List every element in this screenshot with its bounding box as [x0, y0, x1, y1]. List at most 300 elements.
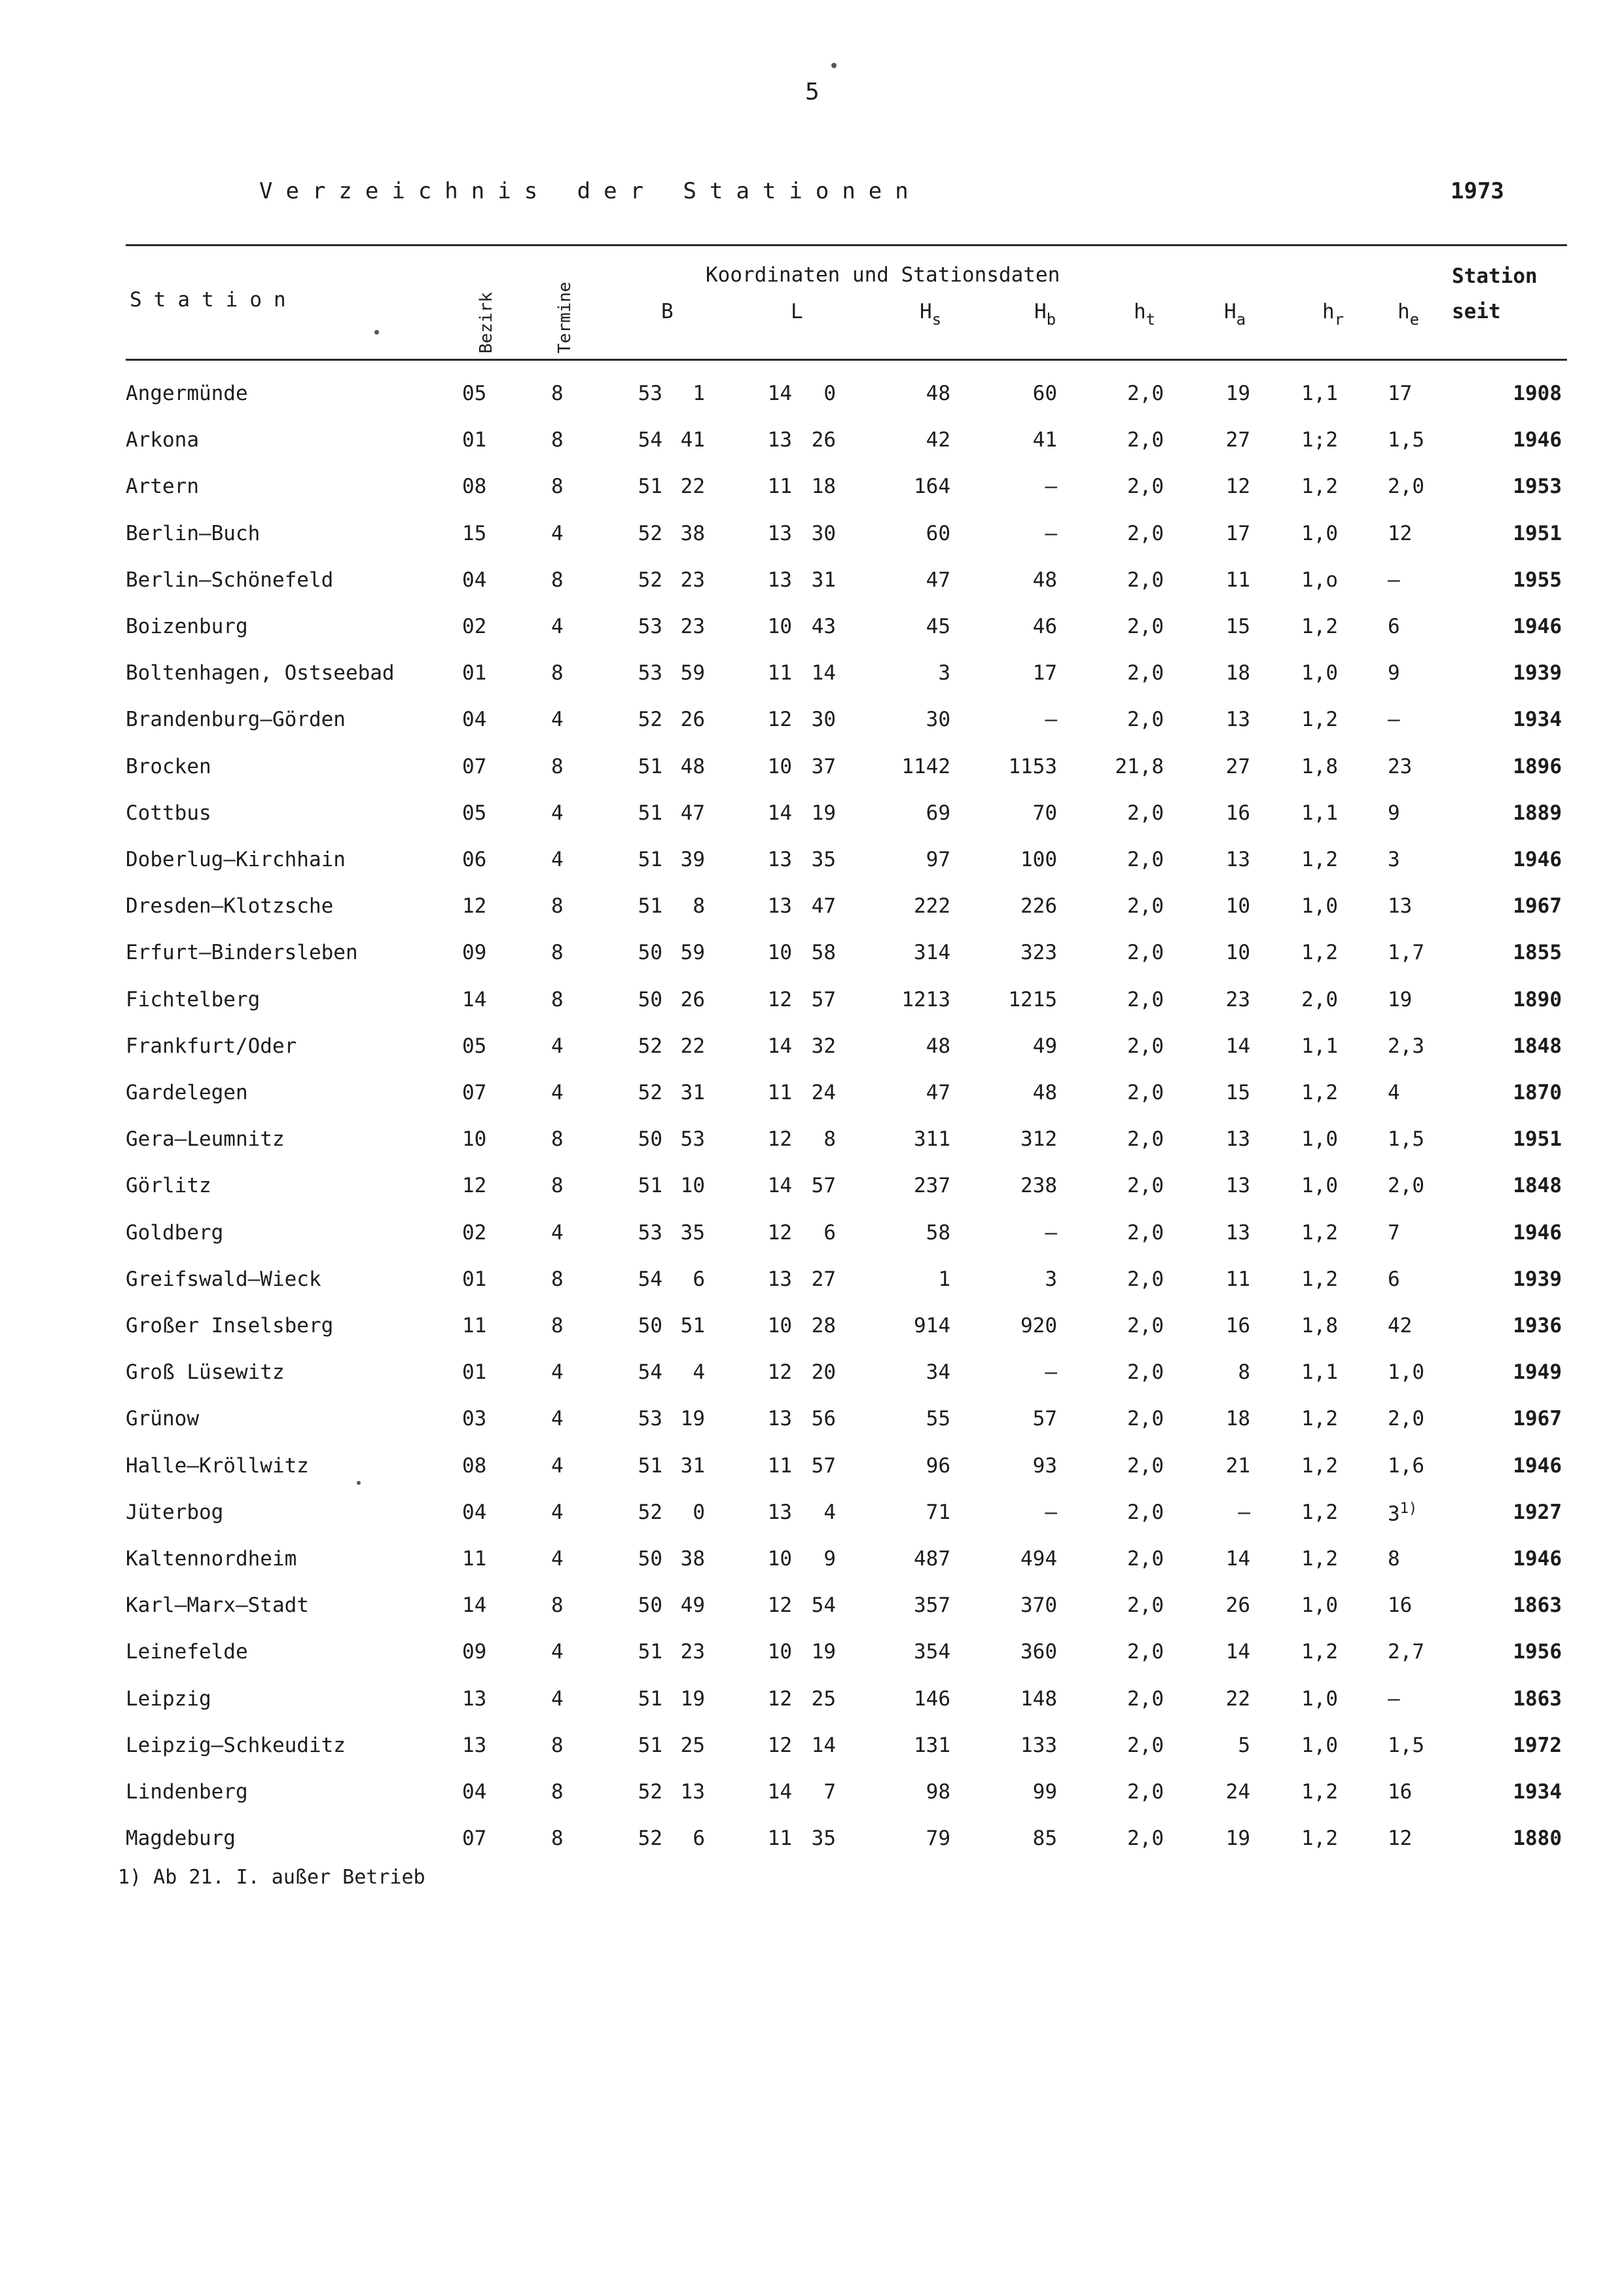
cell-station: Boltenhagen, Ostseebad	[126, 661, 395, 685]
cell-b-min: 6	[693, 1267, 705, 1291]
cell-b-min: 23	[680, 568, 705, 592]
cell-hb: 3	[1045, 1267, 1057, 1291]
cell-station: Lindenberg	[126, 1780, 248, 1804]
cell-hs: 30	[926, 708, 950, 731]
cell-hb: –	[1045, 1221, 1057, 1245]
cell-hb: 17	[1032, 661, 1057, 685]
cell-hb: –	[1045, 522, 1057, 545]
cell-hs: 164	[914, 475, 950, 498]
cell-l-min: 6	[823, 1221, 836, 1245]
cell-l-deg: 12	[767, 1221, 792, 1245]
cell-bezirk: 05	[462, 1034, 487, 1058]
cell-hr: 2,0	[1301, 988, 1338, 1011]
cell-l-deg: 13	[767, 1267, 792, 1291]
cell-hs: 47	[926, 568, 950, 592]
cell-hs: 45	[926, 615, 950, 638]
cell-l-deg: 13	[767, 522, 792, 545]
cell-seit: 1953	[1513, 475, 1562, 498]
cell-l-deg: 12	[767, 1127, 792, 1151]
cell-hr: 1,2	[1301, 1081, 1338, 1104]
cell-he: –	[1388, 568, 1400, 592]
cell-b-deg: 51	[638, 1640, 662, 1664]
cell-b-deg: 51	[638, 1174, 662, 1197]
cell-seit: 1890	[1513, 988, 1562, 1011]
cell-l-min: 43	[811, 615, 836, 638]
cell-seit: 1848	[1513, 1034, 1562, 1058]
cell-ht: 2,0	[1127, 988, 1164, 1011]
cell-station: Karl–Marx–Stadt	[126, 1594, 309, 1617]
cell-hs: 3	[938, 661, 950, 685]
cell-ha: 5	[1238, 1734, 1250, 1757]
cell-station: Brandenburg–Görden	[126, 708, 346, 731]
cell-l-min: 54	[811, 1594, 836, 1617]
cell-hs: 311	[914, 1127, 950, 1151]
cell-termine: 4	[551, 615, 564, 638]
cell-l-min: 27	[811, 1267, 836, 1291]
cell-he: 9	[1388, 661, 1400, 685]
cell-l-deg: 12	[767, 1734, 792, 1757]
cell-ha: 27	[1225, 428, 1250, 452]
cell-ha: 8	[1238, 1360, 1250, 1384]
cell-bezirk: 11	[462, 1547, 487, 1571]
cell-he: 4	[1388, 1081, 1400, 1104]
cell-hb: 57	[1032, 1407, 1057, 1430]
speck	[357, 1481, 361, 1485]
cell-seit: 1936	[1513, 1314, 1562, 1338]
cell-station: Leipzig–Schkeuditz	[126, 1734, 346, 1757]
cell-seit: 1946	[1513, 428, 1562, 452]
cell-ha: 14	[1225, 1547, 1250, 1571]
cell-hs: 914	[914, 1314, 950, 1338]
cell-b-deg: 53	[638, 382, 662, 405]
cell-bezirk: 04	[462, 1501, 487, 1524]
cell-l-min: 57	[811, 988, 836, 1011]
footnote-marker: 1)	[1399, 1501, 1418, 1517]
cell-l-min: 35	[811, 1827, 836, 1850]
cell-hs: 69	[926, 801, 950, 825]
cell-hb: 60	[1032, 382, 1057, 405]
cell-b-deg: 52	[638, 1827, 662, 1850]
cell-b-deg: 51	[638, 1687, 662, 1711]
cell-b-min: 35	[680, 1221, 705, 1245]
cell-termine: 4	[551, 801, 564, 825]
cell-ht: 2,0	[1127, 1734, 1164, 1757]
cell-b-min: 4	[693, 1360, 705, 1384]
cell-station: Artern	[126, 475, 199, 498]
cell-he: 1,7	[1388, 941, 1424, 964]
cell-station: Fichtelberg	[126, 988, 261, 1011]
cell-hr: 1,2	[1301, 1640, 1338, 1664]
cell-l-min: 57	[811, 1454, 836, 1478]
cell-seit: 1880	[1513, 1827, 1562, 1850]
cell-hr: 1,2	[1301, 1221, 1338, 1245]
cell-termine: 4	[551, 708, 564, 731]
cell-hr: 1,1	[1301, 382, 1338, 405]
cell-l-min: 47	[811, 894, 836, 918]
col-header-ht: $h_t$	[1134, 300, 1156, 329]
cell-l-min: 28	[811, 1314, 836, 1338]
cell-termine: 4	[551, 1081, 564, 1104]
cell-hr: 1,0	[1301, 522, 1338, 545]
cell-hr: 1,2	[1301, 708, 1338, 731]
cell-termine: 8	[551, 475, 564, 498]
cell-station: Görlitz	[126, 1174, 211, 1197]
cell-ha: 15	[1225, 615, 1250, 638]
cell-l-min: 14	[811, 661, 836, 685]
cell-b-deg: 53	[638, 661, 662, 685]
cell-b-deg: 50	[638, 1594, 662, 1617]
col-header-station: Station	[130, 288, 298, 312]
cell-seit: 1949	[1513, 1360, 1562, 1384]
cell-b-min: 47	[680, 801, 705, 825]
cell-hb: –	[1045, 1501, 1057, 1524]
cell-seit: 1951	[1513, 1127, 1562, 1151]
cell-seit: 1908	[1513, 382, 1562, 405]
cell-termine: 8	[551, 428, 564, 452]
cell-b-deg: 53	[638, 1407, 662, 1430]
cell-ht: 2,0	[1127, 1687, 1164, 1711]
cell-station: Frankfurt/Oder	[126, 1034, 297, 1058]
cell-seit: 1863	[1513, 1687, 1562, 1711]
cell-hr: 1,0	[1301, 1594, 1338, 1617]
cell-bezirk: 04	[462, 708, 487, 731]
cell-he: –	[1388, 708, 1400, 731]
cell-b-min: 51	[680, 1314, 705, 1338]
cell-he: 7	[1388, 1221, 1400, 1245]
cell-l-min: 26	[811, 428, 836, 452]
cell-hr: 1,1	[1301, 1360, 1338, 1384]
cell-termine: 8	[551, 894, 564, 918]
cell-station: Leipzig	[126, 1687, 211, 1711]
cell-seit: 1956	[1513, 1640, 1562, 1664]
cell-ht: 2,0	[1127, 1267, 1164, 1291]
cell-station: Groß Lüsewitz	[126, 1360, 285, 1384]
cell-hb: 323	[1020, 941, 1057, 964]
cell-bezirk: 06	[462, 848, 487, 871]
cell-seit: 1955	[1513, 568, 1562, 592]
cell-station: Erfurt–Bindersleben	[126, 941, 358, 964]
cell-seit: 1967	[1513, 1407, 1562, 1430]
cell-b-min: 31	[680, 1081, 705, 1104]
cell-l-min: 8	[823, 1127, 836, 1151]
cell-ha: 11	[1225, 1267, 1250, 1291]
cell-hs: 60	[926, 522, 950, 545]
cell-ht: 2,0	[1127, 615, 1164, 638]
cell-ha: 19	[1225, 382, 1250, 405]
cell-station: Halle–Kröllwitz	[126, 1454, 309, 1478]
cell-he: 1,5	[1388, 1127, 1424, 1151]
cell-seit: 1927	[1513, 1501, 1562, 1524]
cell-b-deg: 51	[638, 848, 662, 871]
cell-l-min: 18	[811, 475, 836, 498]
cell-station: Grünow	[126, 1407, 199, 1430]
cell-termine: 4	[551, 1547, 564, 1571]
cell-b-deg: 52	[638, 1780, 662, 1804]
cell-b-deg: 54	[638, 1360, 662, 1384]
cell-hr: 1,0	[1301, 894, 1338, 918]
cell-hr: 1,0	[1301, 1687, 1338, 1711]
cell-hs: 97	[926, 848, 950, 871]
cell-ht: 2,0	[1127, 894, 1164, 918]
cell-hr: 1,0	[1301, 1174, 1338, 1197]
cell-b-min: 0	[693, 1501, 705, 1524]
cell-hr: 1,o	[1301, 568, 1338, 592]
cell-hs: 354	[914, 1640, 950, 1664]
cell-termine: 4	[551, 1687, 564, 1711]
cell-b-deg: 52	[638, 522, 662, 545]
cell-bezirk: 05	[462, 382, 487, 405]
cell-bezirk: 03	[462, 1407, 487, 1430]
cell-ha: 23	[1225, 988, 1250, 1011]
cell-l-deg: 10	[767, 615, 792, 638]
cell-hs: 48	[926, 382, 950, 405]
cell-hb: 49	[1032, 1034, 1057, 1058]
cell-termine: 8	[551, 941, 564, 964]
cell-hb: 99	[1032, 1780, 1057, 1804]
cell-ha: 16	[1225, 1314, 1250, 1338]
cell-hb: 226	[1020, 894, 1057, 918]
cell-he: 13	[1388, 894, 1413, 918]
cell-hr: 1,0	[1301, 661, 1338, 685]
cell-ht: 2,0	[1127, 428, 1164, 452]
cell-ha: –	[1238, 1501, 1250, 1524]
cell-termine: 8	[551, 988, 564, 1011]
cell-he: 16	[1388, 1594, 1413, 1617]
col-header-station-seit-1: Station	[1452, 264, 1538, 288]
cell-termine: 8	[551, 1780, 564, 1804]
cell-b-deg: 52	[638, 568, 662, 592]
cell-ht: 2,0	[1127, 382, 1164, 405]
cell-ht: 2,0	[1127, 1501, 1164, 1524]
cell-l-min: 30	[811, 708, 836, 731]
speck	[831, 63, 837, 68]
cell-hr: 1,2	[1301, 615, 1338, 638]
cell-seit: 1946	[1513, 1221, 1562, 1245]
cell-he: 2,7	[1388, 1640, 1424, 1664]
col-header-l: L	[791, 300, 803, 323]
cell-termine: 8	[551, 1174, 564, 1197]
cell-hb: 85	[1032, 1827, 1057, 1850]
cell-station: Arkona	[126, 428, 199, 452]
cell-l-min: 9	[823, 1547, 836, 1571]
cell-station: Gardelegen	[126, 1081, 248, 1104]
cell-hr: 1,2	[1301, 1454, 1338, 1478]
page-number: 5	[805, 79, 820, 105]
cell-ht: 2,0	[1127, 848, 1164, 871]
cell-ht: 2,0	[1127, 661, 1164, 685]
cell-termine: 4	[551, 1640, 564, 1664]
col-header-bezirk: Bezirk	[477, 292, 496, 354]
cell-seit: 1967	[1513, 894, 1562, 918]
cell-l-min: 19	[811, 801, 836, 825]
cell-station: Goldberg	[126, 1221, 224, 1245]
cell-hs: 96	[926, 1454, 950, 1478]
cell-seit: 1946	[1513, 848, 1562, 871]
cell-hb: 70	[1032, 801, 1057, 825]
cell-hb: 133	[1020, 1734, 1057, 1757]
cell-station: Doberlug–Kirchhain	[126, 848, 346, 871]
page-title: Verzeichnis der Stationen	[259, 178, 922, 204]
cell-hr: 1,2	[1301, 1780, 1338, 1804]
cell-termine: 8	[551, 1267, 564, 1291]
cell-ha: 19	[1225, 1827, 1250, 1850]
cell-l-min: 0	[823, 382, 836, 405]
cell-ht: 21,8	[1115, 755, 1164, 778]
cell-hs: 71	[926, 1501, 950, 1524]
cell-ht: 2,0	[1127, 1827, 1164, 1850]
cell-b-deg: 51	[638, 1454, 662, 1478]
cell-hs: 58	[926, 1221, 950, 1245]
cell-l-deg: 12	[767, 1360, 792, 1384]
col-header-hs: $H_s$	[920, 300, 942, 329]
cell-he: 12	[1388, 522, 1413, 545]
cell-l-min: 24	[811, 1081, 836, 1104]
cell-ht: 2,0	[1127, 1640, 1164, 1664]
speck	[374, 330, 379, 335]
cell-hb: –	[1045, 475, 1057, 498]
cell-ha: 11	[1225, 568, 1250, 592]
cell-hr: 1,2	[1301, 1501, 1338, 1524]
cell-b-min: 23	[680, 615, 705, 638]
cell-l-min: 35	[811, 848, 836, 871]
cell-ht: 2,0	[1127, 1360, 1164, 1384]
cell-b-min: 26	[680, 988, 705, 1011]
cell-seit: 1972	[1513, 1734, 1562, 1757]
cell-ht: 2,0	[1127, 1454, 1164, 1478]
cell-l-min: 37	[811, 755, 836, 778]
cell-bezirk: 13	[462, 1734, 487, 1757]
cell-b-min: 6	[693, 1827, 705, 1850]
cell-ha: 10	[1225, 894, 1250, 918]
cell-b-min: 26	[680, 708, 705, 731]
cell-he: 19	[1388, 988, 1413, 1011]
cell-ha: 21	[1225, 1454, 1250, 1478]
cell-station: Angermünde	[126, 382, 248, 405]
cell-hr: 1,2	[1301, 941, 1338, 964]
cell-bezirk: 07	[462, 755, 487, 778]
cell-hr: 1,2	[1301, 475, 1338, 498]
cell-b-min: 22	[680, 475, 705, 498]
cell-b-deg: 52	[638, 1034, 662, 1058]
cell-b-min: 38	[680, 522, 705, 545]
cell-b-deg: 50	[638, 1314, 662, 1338]
col-header-group: Koordinaten und Stationsdaten	[706, 263, 1060, 287]
cell-b-min: 13	[680, 1780, 705, 1804]
cell-hb: 238	[1020, 1174, 1057, 1197]
cell-hr: 1,2	[1301, 1267, 1338, 1291]
cell-hs: 42	[926, 428, 950, 452]
cell-bezirk: 04	[462, 1780, 487, 1804]
cell-seit: 1889	[1513, 801, 1562, 825]
cell-seit: 1939	[1513, 661, 1562, 685]
cell-l-min: 19	[811, 1640, 836, 1664]
cell-ha: 13	[1225, 1127, 1250, 1151]
cell-hr: 1,0	[1301, 1127, 1338, 1151]
cell-b-deg: 51	[638, 894, 662, 918]
cell-l-min: 58	[811, 941, 836, 964]
cell-bezirk: 11	[462, 1314, 487, 1338]
cell-he: 2,3	[1388, 1034, 1424, 1058]
cell-b-deg: 54	[638, 1267, 662, 1291]
col-header-hr: $h_r$	[1322, 300, 1344, 329]
cell-l-deg: 11	[767, 1081, 792, 1104]
cell-b-deg: 52	[638, 1081, 662, 1104]
cell-hs: 222	[914, 894, 950, 918]
cell-hb: 148	[1020, 1687, 1057, 1711]
col-header-b: B	[661, 300, 674, 323]
cell-ht: 2,0	[1127, 1127, 1164, 1151]
cell-hr: 1,1	[1301, 1034, 1338, 1058]
cell-seit: 1870	[1513, 1081, 1562, 1104]
cell-ha: 22	[1225, 1687, 1250, 1711]
cell-termine: 8	[551, 568, 564, 592]
cell-b-min: 22	[680, 1034, 705, 1058]
cell-bezirk: 07	[462, 1827, 487, 1850]
cell-bezirk: 15	[462, 522, 487, 545]
cell-l-min: 20	[811, 1360, 836, 1384]
cell-termine: 4	[551, 1501, 564, 1524]
cell-hs: 1213	[901, 988, 950, 1011]
cell-l-deg: 14	[767, 1174, 792, 1197]
cell-bezirk: 10	[462, 1127, 487, 1151]
cell-hb: 1153	[1008, 755, 1057, 778]
cell-he: 17	[1388, 382, 1413, 405]
cell-l-deg: 10	[767, 1314, 792, 1338]
cell-l-deg: 14	[767, 1034, 792, 1058]
cell-l-deg: 12	[767, 988, 792, 1011]
cell-bezirk: 12	[462, 894, 487, 918]
cell-b-deg: 53	[638, 615, 662, 638]
cell-b-deg: 54	[638, 428, 662, 452]
cell-b-min: 59	[680, 661, 705, 685]
cell-bezirk: 08	[462, 1454, 487, 1478]
cell-station: Berlin–Schönefeld	[126, 568, 334, 592]
cell-station: Jüterbog	[126, 1501, 224, 1524]
cell-b-min: 39	[680, 848, 705, 871]
cell-b-deg: 52	[638, 708, 662, 731]
cell-bezirk: 04	[462, 568, 487, 592]
cell-b-min: 53	[680, 1127, 705, 1151]
cell-ht: 2,0	[1127, 522, 1164, 545]
cell-hs: 34	[926, 1360, 950, 1384]
cell-ht: 2,0	[1127, 1081, 1164, 1104]
cell-l-deg: 11	[767, 661, 792, 685]
cell-bezirk: 13	[462, 1687, 487, 1711]
cell-ht: 2,0	[1127, 1174, 1164, 1197]
cell-he: –	[1388, 1687, 1400, 1711]
cell-l-deg: 13	[767, 848, 792, 871]
cell-bezirk: 01	[462, 428, 487, 452]
cell-ht: 2,0	[1127, 1034, 1164, 1058]
cell-l-min: 32	[811, 1034, 836, 1058]
cell-bezirk: 05	[462, 801, 487, 825]
cell-ht: 2,0	[1127, 1780, 1164, 1804]
cell-ha: 14	[1225, 1034, 1250, 1058]
cell-hb: 41	[1032, 428, 1057, 452]
cell-hr: 1,0	[1301, 1734, 1338, 1757]
cell-hr: 1;2	[1301, 428, 1338, 452]
cell-l-min: 30	[811, 522, 836, 545]
cell-termine: 4	[551, 848, 564, 871]
cell-termine: 8	[551, 661, 564, 685]
cell-b-min: 19	[680, 1407, 705, 1430]
cell-bezirk: 09	[462, 1640, 487, 1664]
cell-hb: 360	[1020, 1640, 1057, 1664]
cell-ht: 2,0	[1127, 1547, 1164, 1571]
cell-hs: 237	[914, 1174, 950, 1197]
cell-l-deg: 12	[767, 1594, 792, 1617]
cell-station: Dresden–Klotzsche	[126, 894, 334, 918]
